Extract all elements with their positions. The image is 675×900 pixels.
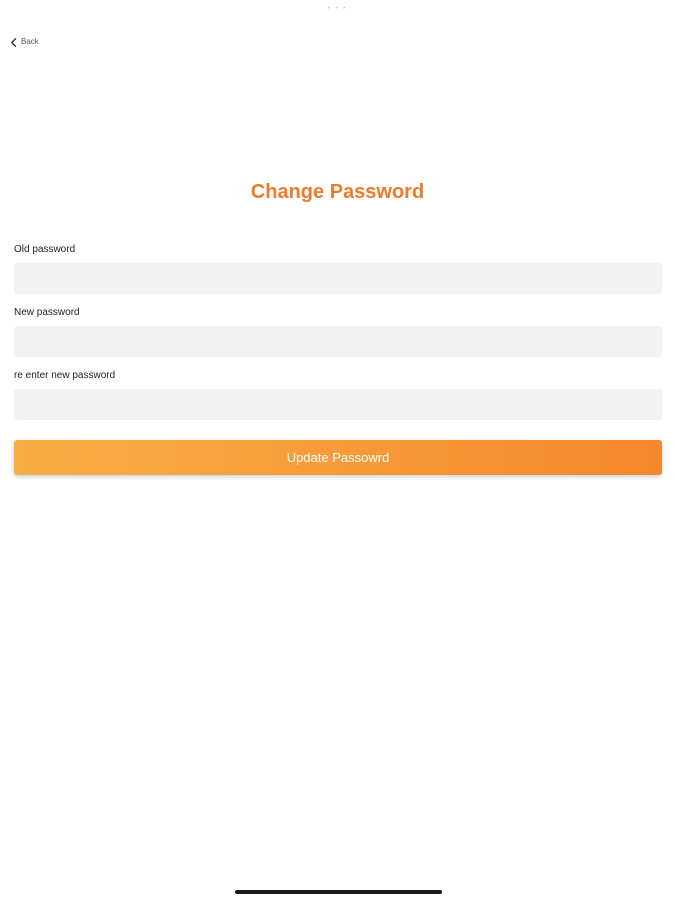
page-title: Change Password xyxy=(250,181,425,203)
back-button-label: Back xyxy=(21,37,39,46)
update-password-button[interactable]: Update Passowrd xyxy=(14,440,662,475)
home-indicator xyxy=(235,890,442,894)
old-password-label: Old password xyxy=(14,244,76,255)
new-password-label: New password xyxy=(14,307,80,318)
old-password-field[interactable] xyxy=(14,263,662,294)
chevron-left-icon xyxy=(10,38,17,47)
back-button[interactable] xyxy=(10,35,39,49)
confirm-password-label: re enter new password xyxy=(14,370,116,381)
confirm-password-field[interactable] xyxy=(14,389,662,420)
new-password-field[interactable] xyxy=(14,326,662,357)
status-bar-indicator: • • • xyxy=(327,6,348,12)
